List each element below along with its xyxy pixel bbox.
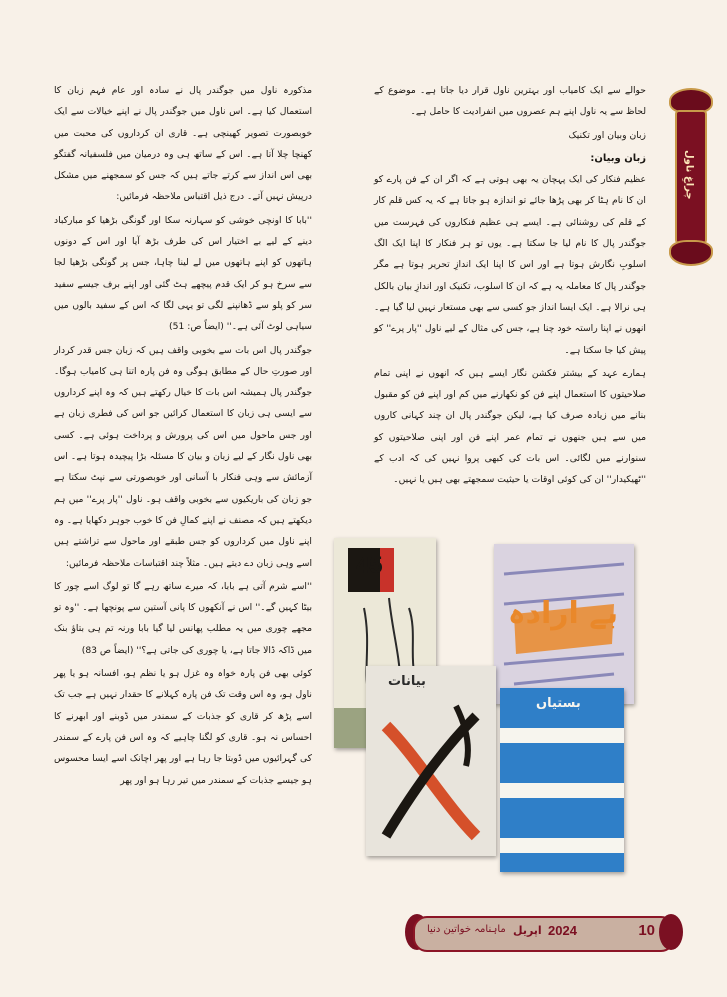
cover-stripes-image: [500, 688, 624, 872]
page-footer: [413, 914, 673, 952]
section-ornament: [667, 84, 711, 266]
paragraph: ہمارے عہد کے بیشتر فکشن نگار ایسے ہیں کہ انھوں نے اپنی تمام صلاحیتوں کا استعمال اپنے فن کو نکھارنے میں کم اور اپنے فن کو مقبول بنانے میں زیادہ صرف کیا ہے، لیکن جوگندر پال ان چند کہانی کاروں میں سے ہیں جنھوں نے تمام عمر اپنے فن اور اپنی صلاحیتوں کو سنوارنے میں لگائی۔ اس بات کی کبھی پروا نہیں کی کہ ادب کے ''ٹھیکیدار'' ان کی کوئی اوقات یا حیثیت سمجھتے بھی ہیں یا نہیں۔: [374, 367, 646, 486]
left-column: [54, 80, 312, 793]
book-cover: [500, 688, 624, 872]
issue-year: 2024: [548, 923, 577, 938]
page-number: 10: [638, 922, 655, 939]
block-quote: ''بابا کا اونچی خوشی کو سہارنہ سکا اور گونگی بڑھیا کو مبارکباد دینے کے لیے بے اختیار اس کی طرف بڑھ آیا اور اس کے دونوں ہاتھوں کو اپنے ہاتھوں میں لے لینا چاہا، جس پر گونگی بڑھیا لجا سے سرخ ہو کر ایک قدم پیچھے ہٹ گئی اور اپنے برف جیسے سفید سر کو پلو سے ڈھانپنے لگی تو یہی لگا کہ اس کے سفید بالوں میں سیاہی لوٹ آئی ہے۔'' (ایضاً ص: 51): [54, 214, 312, 333]
cover-brush-image: [366, 666, 496, 856]
paragraph: کوئی بھی فن پارہ خواہ وہ غزل ہو یا نظم ہو، افسانہ ہو یا پھر ناول ہو، وہ اس وقت تک فن پارہ کہلانے کا حقدار نہیں ہے جب تک اسے پڑھ کر قاری کو جذبات کے سمندر میں ڈوبنے اور ابھرنے کا احساس نہ ہو۔ قاری کو لگنا چاہیے کہ وہ اس فن پارے کے سمندر کی گہرائیوں میں ڈوبتا جا رہا ہے اور پھر اچانک اسے ایسا محسوس ہو جیسے جذبات کے سمندر میں تیر رہا ہو اور پھر: [54, 668, 312, 786]
paragraph: عظیم فنکار کی ایک پہچان یہ بھی ہوتی ہے کہ اگر ان کے فن پارے کو ان کا نام ہٹا کر بھی پڑھا جائے تو اندازہ ہو جاتا ہے کہ یہ کس قلم کار کے قلم کی روشنائی ہے۔ ایسے ہی عظیم فنکاروں کی فہرست میں جوگندر پال کا نام لیا جا سکتا ہے۔ یوں تو ہر فنکار کا اپنا ایک الگ اسلوبِ نگارش ہوتا ہے اور اس کا اپنا ایک اندازِ تحریر ہوتا ہے مگر جوگندر پال کا معاملہ یہ ہے کہ ان کا اسلوب، تکنیک اور اندازِ بیان بالکل ہی نرالا ہے۔ ایک ایسا انداز جو کسی سے بھی مستعار نہیں لیا گیا ہے۔ انھوں نے اپنا راستہ خود چنا ہے، جس کی مثال کے لیے ناول ''پار پرے'' کو پیش کیا جا سکتا ہے۔: [374, 174, 646, 356]
book-cover: [366, 666, 496, 856]
subheading: زبان وبیان اور تکنیک: [568, 129, 646, 141]
book-title: بے ارادہ: [508, 596, 619, 631]
paragraph: مذکورہ ناول میں جوگندر پال نے سادہ اور عام فہم زبان کا استعمال کیا ہے۔ اس ناول میں جوگندر پال نے اپنے خیالات سے ایک خوبصورت تصویر کھینچی ہے۔ قاری ان کرداروں کی محبت میں کھنچا چلا آتا ہے۔ اس کے ساتھ ہی وہ درمیان میں فلسفیانہ گفتگو بھی اس انداز سے کرتے جاتے ہیں کہ جس کو سمجھنے میں مشکل درپیش نہیں آتے۔ درج ذیل اقتباس ملاحظہ فرمائیں:: [54, 85, 312, 203]
paragraph: جوگندر پال اس بات سے بخوبی واقف ہیں کہ زبان جس قدر کردار اور صورتِ حال کے مطابق ہوگی وہ فن پارہ اتنا ہی کامیاب ہوگا۔ جوگندر پال ہمیشہ اس بات کا خیال رکھتے ہیں کہ وہ اپنے کرداروں سے ایسی ہی زبان کا استعمال کرائیں جو اس کی فطری زبان ہے اور جس ماحول میں اس کی پرورش و پرداخت ہوئی ہے۔ کسی بھی ناول نگار کے لیے زبان و بیان کا مسئلہ بڑا پیچیدہ ہوتا ہے۔ اس آزمائش سے وہی فنکار با آسانی اور خوبصورتی سے نپٹ سکتا ہے جو زبان کی باریکیوں سے بخوبی واقف ہو۔ ناول ''پار پرے'' میں ہم دیکھتے ہیں کہ مصنف نے اپنے کمالِ فن کا خوب جوہر دکھایا ہے۔ وہ اپنے ناول میں کرداروں کو جس طبقے اور ماحول سے تراشتے ہیں اسے وہی زبان دے دیتے ہیں۔ مثلاً چند اقتباسات ملاحظہ فرمائیں:: [54, 344, 312, 569]
book-cover: [494, 544, 634, 704]
book-covers-collage: [330, 532, 660, 892]
ornament-cap-bottom: [669, 240, 713, 266]
paragraph: حوالے سے ایک کامیاب اور بہترین ناول قرار دیا جاتا ہے۔ موضوع کے لحاظ سے یہ ناول اپنے ہم عصروں میں انفرادیت کا حامل ہے۔: [374, 85, 646, 118]
block-quote: ''اسے شرم آتی ہے بابا، کہ میرے ساتھ رہے گا تو لوگ اسے چور کا بیٹا کہیں گے۔'' اس نے آنکھوں کا پانی آستین سے پونچھا ہے۔ ''وہ تو مجھے چوری میں یہ مطلب پھانس لیا گیا بابا ورنہ تم ہی بتاؤ بنک میں ڈاکہ ڈالا جاتا ہے، یا چوری کی جاتی ہے؟'' (ایضاً ص 83): [54, 580, 312, 656]
section-heading: زبان وبیان:: [590, 152, 646, 164]
right-column: [374, 80, 646, 493]
magazine-name: ماہنامہ خواتین دنیا: [427, 924, 506, 935]
book-title: بیانات: [388, 674, 426, 689]
footer-ornament-right: [659, 914, 683, 950]
section-label: چراغِ ناول: [683, 150, 695, 200]
book-title: بستیاں: [536, 696, 581, 711]
issue-month: اپریل: [513, 924, 542, 937]
book-title: 45: [356, 552, 383, 579]
